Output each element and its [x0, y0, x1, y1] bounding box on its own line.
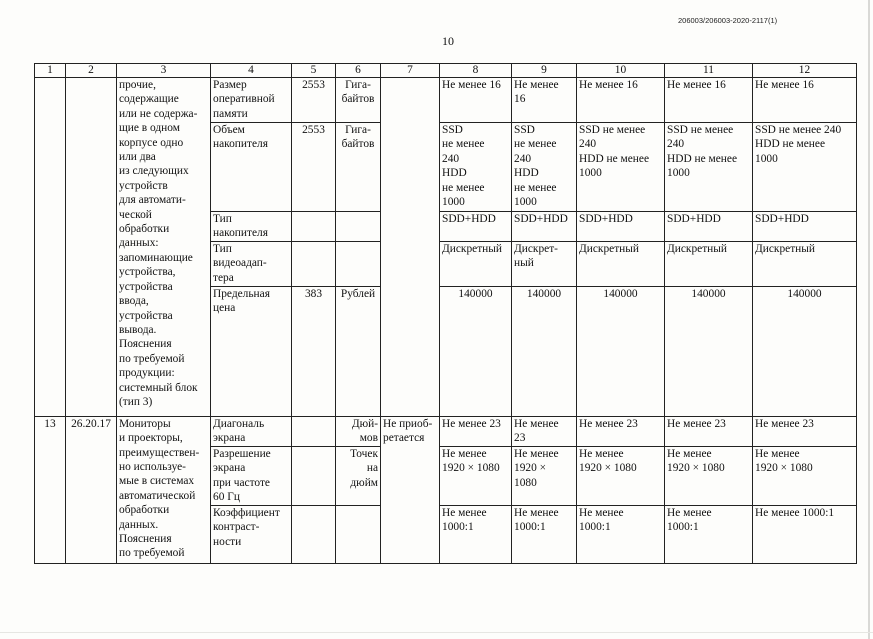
table-row [35, 416, 857, 446]
okei-code-cell [292, 241, 336, 286]
product-description-cell: прочие, содержащие или не содержа- щие в одном корпусе одно или два из следующих устройств для автомати- ческой обработки данных: запоминающие устройства, устройства ввода, устройства вывода. Пояснения по требуемой продукции: системный блок (тип 3) [117, 78, 211, 417]
value-cell: Не менее 16 [440, 78, 512, 123]
page-number: 10 [442, 34, 454, 48]
value-cell: SSD не менее 240 HDD не менее 1000 [440, 123, 512, 212]
table-header-row [35, 64, 857, 78]
unit-cell: Гига- байтов [336, 123, 381, 212]
unit-cell: Дюй- мов [336, 416, 381, 446]
value-cell: Дискретный [577, 241, 665, 286]
value-cell: Дискрет- ный [512, 241, 577, 286]
scan-edge-right [868, 0, 870, 639]
value-cell: Не менее 23 [753, 416, 857, 446]
unit-cell: Гига- байтов [336, 78, 381, 123]
value-cell: SSD не менее 240 HDD не менее 1000 [665, 123, 753, 212]
value-cell: Не менее 16 [753, 78, 857, 123]
characteristic-cell: Объем накопителя [211, 123, 292, 212]
unit-cell [336, 241, 381, 286]
okei-code-cell: 383 [292, 286, 336, 416]
row-number-cell: 13 [35, 416, 66, 563]
okei-code-cell [292, 416, 336, 446]
header-cell: 9 [512, 64, 577, 78]
characteristic-cell: Диагональ экрана [211, 416, 292, 446]
header-cell: 3 [117, 64, 211, 78]
okei-code-cell [292, 446, 336, 505]
header-cell: 5 [292, 64, 336, 78]
characteristic-cell: Предельная цена [211, 286, 292, 416]
value-cell: Дискретный [440, 241, 512, 286]
value-cell: SDD+HDD [577, 212, 665, 242]
document-id: 206003/206003-2020-2117(1) [678, 16, 778, 25]
value-cell: SSD не менее 240 HDD не менее 1000 [753, 123, 857, 212]
value-cell: SDD+HDD [753, 212, 857, 242]
unit-cell [336, 212, 381, 242]
value-cell: SDD+HDD [512, 212, 577, 242]
characteristic-cell: Размер оперативной памяти [211, 78, 292, 123]
header-cell: 11 [665, 64, 753, 78]
value-cell: Не менее 1920 × 1080 [577, 446, 665, 505]
table-row [35, 78, 857, 123]
unit-cell [336, 505, 381, 563]
header-cell: 6 [336, 64, 381, 78]
value-cell: Не менее 16 [665, 78, 753, 123]
okei-code-cell [292, 505, 336, 563]
header-cell: 7 [381, 64, 440, 78]
header-cell: 12 [753, 64, 857, 78]
value-cell: Не менее 23 [665, 416, 753, 446]
okei-code-cell: 2553 [292, 78, 336, 123]
value-cell: Не менее 1000:1 [440, 505, 512, 563]
value-cell: Не менее 1000:1 [577, 505, 665, 563]
okpd2-cell [66, 78, 117, 417]
value-cell: Дискретный [665, 241, 753, 286]
value-cell: SDD+HDD [440, 212, 512, 242]
value-cell: Не менее 23 [440, 416, 512, 446]
header-cell: 2 [66, 64, 117, 78]
column-7-cell [381, 78, 440, 417]
characteristic-cell: Тип накопителя [211, 212, 292, 242]
scan-edge-bottom [0, 632, 873, 633]
value-cell: Не менее 16 [512, 78, 577, 123]
column-7-cell: Не приоб- ретается [381, 416, 440, 563]
header-cell: 10 [577, 64, 665, 78]
unit-cell: Точек на дюйм [336, 446, 381, 505]
okpd2-cell: 26.20.17 [66, 416, 117, 563]
value-cell: Не менее 1920 × 1080 [512, 446, 577, 505]
value-cell: Не менее 16 [577, 78, 665, 123]
product-description-cell: Мониторы и проекторы, преимуществен- но используе- мые в системах автоматической обработки данных. Пояснения по требуемой [117, 416, 211, 563]
characteristic-cell: Коэффициент контраст- ности [211, 505, 292, 563]
okei-code-cell: 2553 [292, 123, 336, 212]
characteristic-cell: Разрешение экрана при частоте 60 Гц [211, 446, 292, 505]
price-cell: 140000 [512, 286, 577, 416]
price-cell: 140000 [440, 286, 512, 416]
row-number-cell [35, 78, 66, 417]
value-cell: Не менее 1920 × 1080 [440, 446, 512, 505]
price-cell: 140000 [665, 286, 753, 416]
specification-table [34, 63, 857, 564]
value-cell: SSD не менее 240 HDD не менее 1000 [512, 123, 577, 212]
value-cell: Дискретный [753, 241, 857, 286]
price-cell: 140000 [577, 286, 665, 416]
okei-code-cell [292, 212, 336, 242]
value-cell: SSD не менее 240 HDD не менее 1000 [577, 123, 665, 212]
header-cell: 8 [440, 64, 512, 78]
value-cell: Не менее 23 [512, 416, 577, 446]
value-cell: Не менее 1000:1 [512, 505, 577, 563]
price-cell: 140000 [753, 286, 857, 416]
header-cell: 1 [35, 64, 66, 78]
value-cell: Не менее 1920 × 1080 [753, 446, 857, 505]
value-cell: Не менее 1000:1 [753, 505, 857, 563]
value-cell: Не менее 1000:1 [665, 505, 753, 563]
value-cell: Не менее 23 [577, 416, 665, 446]
unit-cell: Рублей [336, 286, 381, 416]
header-cell: 4 [211, 64, 292, 78]
value-cell: Не менее 1920 × 1080 [665, 446, 753, 505]
value-cell: SDD+HDD [665, 212, 753, 242]
characteristic-cell: Тип видеоадап- тера [211, 241, 292, 286]
